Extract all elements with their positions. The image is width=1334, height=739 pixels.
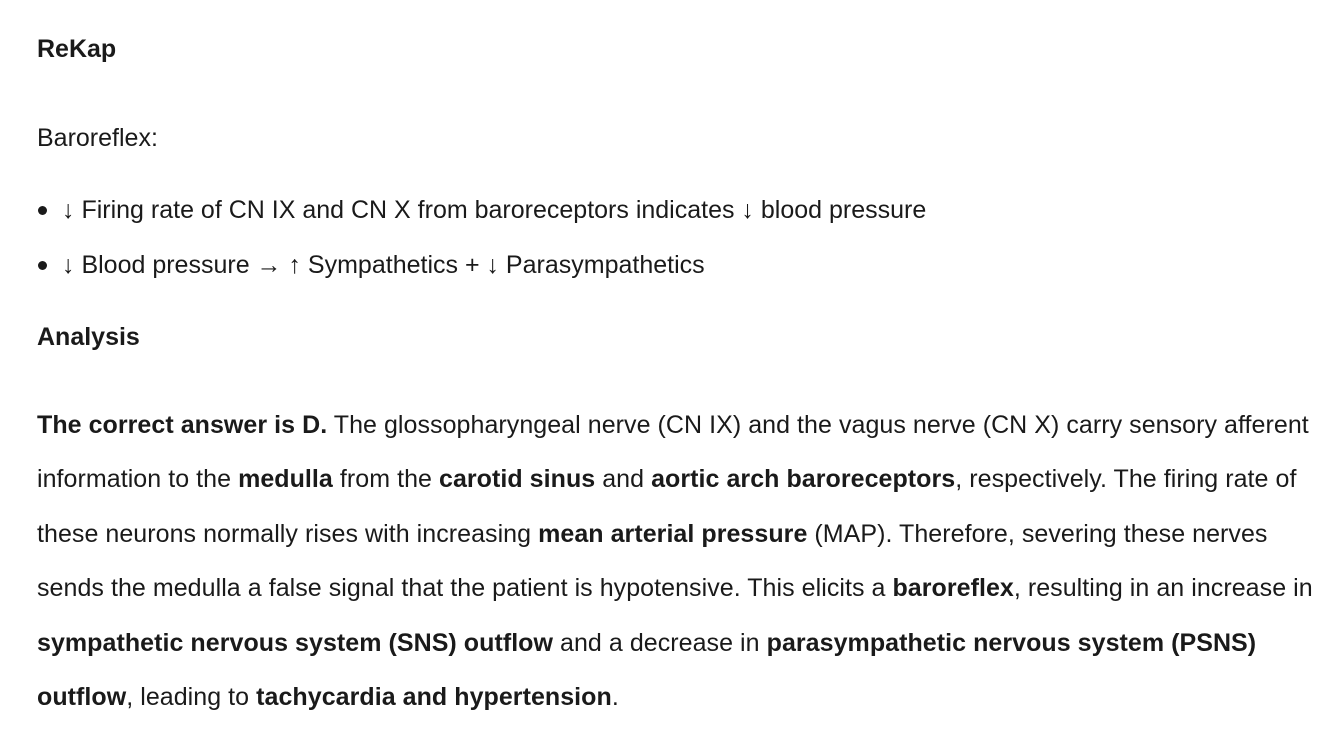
text-segment: mean arterial pressure — [538, 519, 808, 548]
bullet-dot-icon — [38, 261, 47, 270]
bullet-text: ↓ Blood pressure → ↑ Sympathetics + ↓ Parasympathetics — [62, 251, 705, 279]
text-segment: from the — [332, 465, 439, 494]
text-segment: . — [611, 683, 619, 712]
text-segment: , respectively. The firing rate of these neurons normally rises with increasing — [37, 465, 1297, 548]
baroreflex-bullet-list — [37, 190, 926, 300]
text-segment: aortic arch baroreceptors — [651, 465, 956, 494]
list-item — [37, 245, 926, 300]
analysis-paragraph — [37, 398, 1329, 724]
bullet-dot-icon — [38, 206, 47, 215]
text-segment: (MAP). Therefore, severing these nerves sends the medulla a false signal that the patient is hypotensive. This elicits a — [37, 519, 1268, 603]
text-segment: baroreflex — [892, 574, 1014, 603]
text-segment: , resulting in an increase in — [1013, 574, 1313, 603]
text-segment: sympathetic nervous system (SNS) outflow — [37, 628, 554, 657]
text-segment: and a decrease in — [553, 628, 767, 657]
text-segment: tachycardia and hypertension — [256, 683, 612, 712]
list-item — [37, 190, 926, 245]
text-segment: parasympathetic nervous system (PSNS) outflow — [37, 628, 1257, 712]
bullet-text: ↓ Firing rate of CN IX and CN X from baroreceptors indicates ↓ blood pressure — [62, 196, 927, 224]
rekap-heading: ReKap — [37, 35, 117, 63]
baroreflex-label: Baroreflex: — [37, 124, 158, 152]
text-segment: carotid sinus — [438, 465, 596, 494]
text-segment: medulla — [238, 465, 333, 494]
text-segment: and — [595, 465, 652, 494]
text-segment: The glossopharyngeal nerve (CN IX) and the vagus nerve (CN X) carry sensory afferent information to the — [37, 411, 1309, 494]
analysis-heading: Analysis — [37, 323, 140, 351]
text-segment: The correct answer is D. — [37, 411, 328, 439]
text-segment: , leading to — [126, 683, 257, 712]
